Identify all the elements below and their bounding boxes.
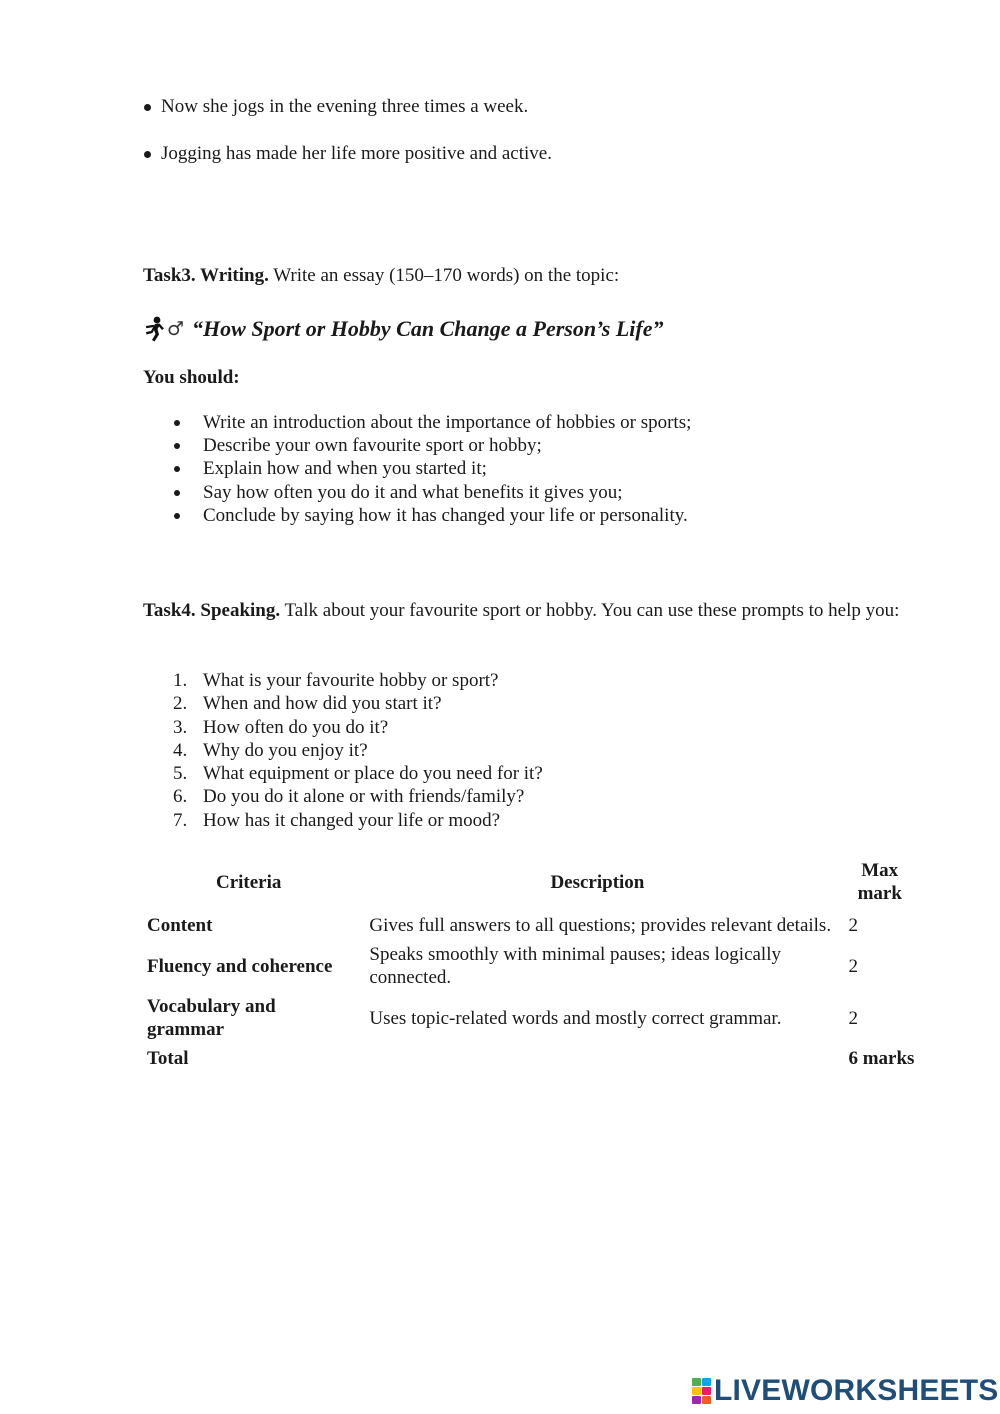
prompt-text: What equipment or place do you need for it?: [203, 763, 543, 785]
liveworksheets-logo-icon: [692, 1378, 712, 1404]
prompt-number: 2.: [173, 693, 188, 715]
reading-summary-list: [143, 94, 923, 188]
list-item: [143, 785, 943, 808]
total-label: Total: [147, 1048, 189, 1069]
list-item: [143, 669, 943, 692]
logo-block: [702, 1387, 711, 1395]
description-header: Description: [550, 871, 645, 893]
essay-requirements-list: [143, 411, 943, 527]
table-header-row: [141, 856, 921, 911]
max-mark-header: Max mark: [857, 860, 902, 904]
prompt-number: 5.: [173, 763, 188, 785]
logo-block: [702, 1378, 711, 1386]
task4-heading: [143, 599, 928, 623]
prompt-text: Why do you enjoy it?: [203, 739, 368, 761]
marking-criteria-table: [141, 856, 921, 1073]
liveworksheets-logo: [692, 1374, 999, 1408]
prompt-number: 7.: [173, 809, 188, 831]
list-item: Write an introduction about the importance of hobbies or sports;: [143, 411, 943, 434]
criteria-cell: Fluency and coherence: [147, 955, 333, 977]
list-item: [143, 692, 943, 715]
list-item: Say how often you do it and what benefits it gives you;: [143, 481, 943, 504]
prompt-text: Do you do it alone or with friends/family?: [203, 786, 525, 808]
essay-topic: [143, 314, 943, 344]
mark-cell: 2: [848, 955, 858, 977]
list-item: [143, 762, 943, 785]
essay-topic-text: “How Sport or Hobby Can Change a Person’s Life”: [192, 316, 664, 341]
prompt-number: 4.: [173, 739, 188, 761]
prompt-number: 3.: [173, 716, 188, 738]
prompt-number: 6.: [173, 786, 188, 808]
total-row: [141, 1044, 921, 1073]
criteria-cell: Vocabulary and grammar: [147, 996, 276, 1040]
criteria-cell: Content: [147, 915, 213, 936]
table-row: [141, 992, 921, 1044]
prompt-text: How often do you do it?: [203, 716, 389, 738]
male-sign-icon: ♂: [167, 318, 185, 340]
task3-instruction: Write an essay (150–170 words) on the topic:: [268, 265, 620, 286]
description-cell: Speaks smoothly with minimal pauses; ideas logically connected.: [369, 944, 781, 988]
task3-label: Task3. Writing.: [143, 265, 269, 286]
prompt-text: When and how did you start it?: [203, 693, 442, 715]
empty-cell: [356, 1044, 838, 1073]
table-row: [141, 911, 921, 940]
list-item: [143, 716, 943, 739]
criteria-header: Criteria: [215, 871, 282, 893]
prompt-text: What is your favourite hobby or sport?: [203, 670, 499, 691]
description-cell: Uses topic-related words and mostly correct grammar.: [369, 1007, 782, 1029]
prompt-number: 1.: [173, 670, 188, 691]
runner-icon: [143, 316, 165, 342]
list-item: [143, 809, 943, 832]
description-cell: Gives full answers to all questions; provides relevant details.: [369, 915, 832, 936]
prompt-text: How has it changed your life or mood?: [203, 809, 501, 831]
liveworksheets-wordmark: LIVEWORKSHEETS: [714, 1374, 999, 1407]
list-item: Jogging has made her life more positive and active.: [143, 141, 923, 167]
list-item: Describe your own favourite sport or hobby;: [143, 434, 943, 457]
table-row: [141, 940, 921, 992]
total-value: 6 marks: [848, 1048, 915, 1069]
task3-heading: [143, 263, 943, 289]
logo-block: [702, 1396, 711, 1404]
logo-block: [692, 1387, 701, 1395]
list-item: [143, 739, 943, 762]
mark-cell: 2: [848, 1007, 858, 1029]
list-item: Conclude by saying how it has changed your life or personality.: [143, 504, 943, 527]
task4-instruction: Talk about your favourite sport or hobby. You can use these prompts to help you:: [280, 600, 900, 621]
list-item: Explain how and when you started it;: [143, 457, 943, 480]
logo-block: [692, 1396, 701, 1404]
task4-label: Task4. Speaking.: [143, 600, 281, 621]
speaking-prompts-list: [143, 669, 943, 832]
list-item: Now she jogs in the evening three times a week.: [143, 94, 923, 120]
mark-cell: 2: [848, 915, 858, 936]
logo-block: [692, 1378, 701, 1386]
you-should-heading: You should:: [143, 367, 240, 388]
